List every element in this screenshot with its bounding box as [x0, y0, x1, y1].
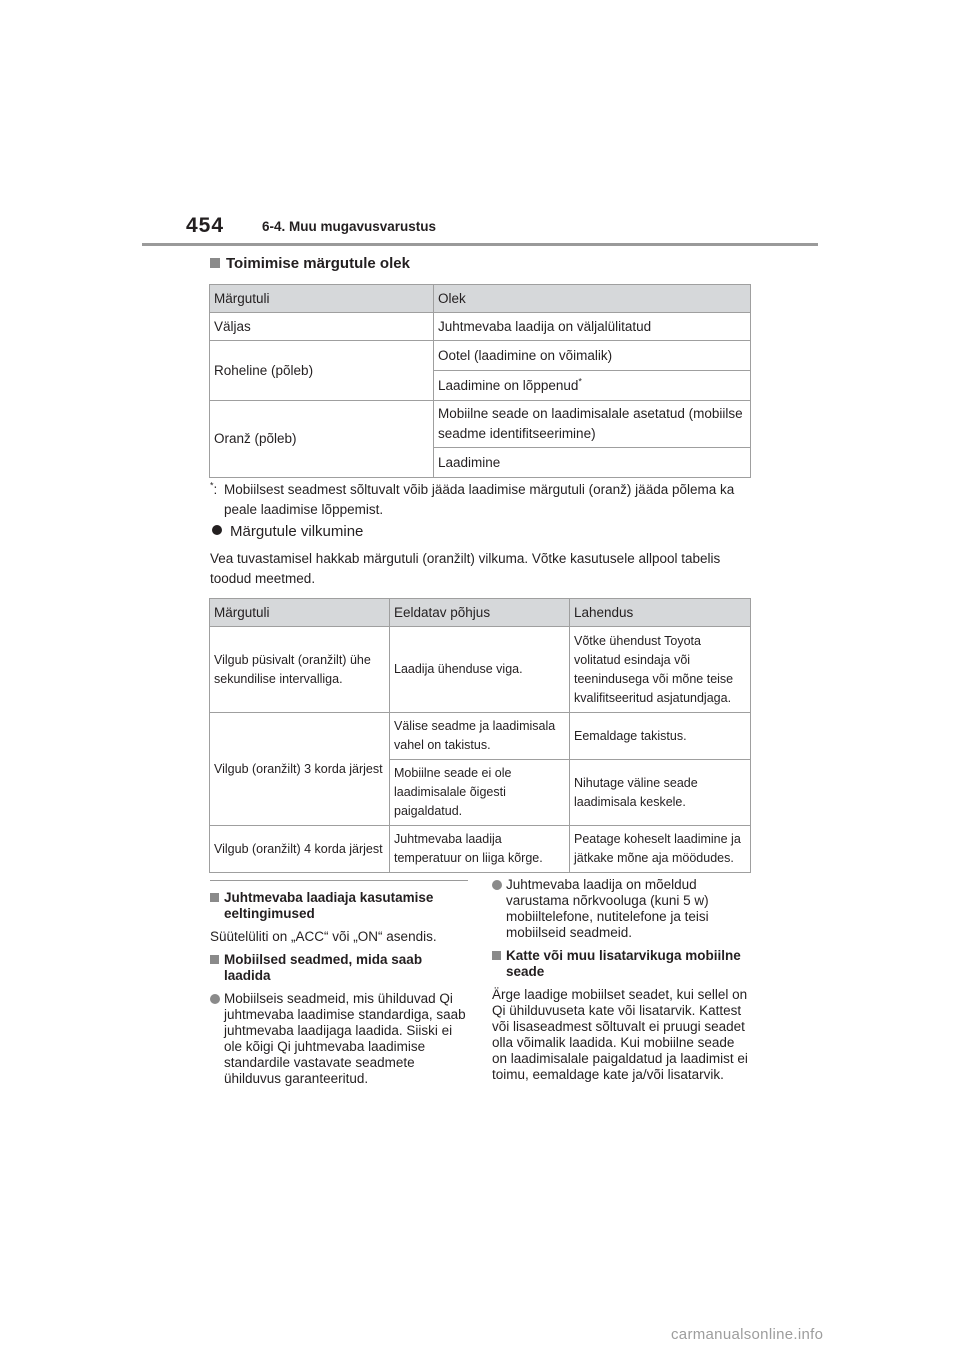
- power-bullet-text: Juhtmevaba laadija on mõeldud varustama nõrkvooluga (kuni 5 w) mobiiltelefone, nutitelefone ja teisi mobiilseid seadmeid.: [506, 877, 709, 940]
- column-header: Märgutuli: [210, 599, 390, 627]
- column-header: Olek: [434, 285, 751, 313]
- cover-heading: [492, 948, 750, 980]
- column-header: Lahendus: [570, 599, 751, 627]
- footnote-text: Mobiilsest seadmest sõltuvalt võib jääda laadimise märgutuli (oranž) jääda põlema ka peale laadimise lõppemist.: [224, 482, 735, 517]
- indicator-status-table: [209, 284, 751, 478]
- square-bullet-icon: [210, 955, 219, 964]
- status-heading-text: Toimimise märgutule olek: [226, 255, 410, 272]
- blink-intro-paragraph: Vea tuvastamisel hakkab märgutuli (oranžilt) vilkuma. Võtke kasutusele allpool tabelis toodud meetmed.: [210, 551, 721, 586]
- header-rule: [142, 243, 818, 246]
- bullet-dot-icon: [210, 994, 220, 1004]
- bullet-dot-icon: [212, 525, 222, 535]
- table-cell: Vilgub (oranžilt) 3 korda järjest: [210, 713, 390, 826]
- table-cell: [434, 371, 751, 401]
- table-cell: Välise seadme ja laadimisala vahel on takistus.: [390, 713, 570, 760]
- devices-heading: [210, 952, 468, 984]
- power-bullet: [492, 877, 750, 941]
- column-divider: [210, 880, 468, 881]
- footnote-colon: :: [213, 482, 218, 497]
- watermark: carmanualsonline.info: [671, 1326, 824, 1343]
- table-row: [210, 401, 751, 448]
- table-cell: Peatage koheselt laadimine ja jätkake mõne aja möödudes.: [570, 826, 751, 873]
- table-cell: Roheline (põleb): [210, 341, 434, 401]
- conditions-text: Süütelüliti on „ACC“ või „ON“ asendis.: [210, 929, 437, 944]
- table-cell: Väljas: [210, 313, 434, 341]
- footnote: [210, 480, 740, 520]
- devices-heading-text: Mobiilsed seadmed, mida saab laadida: [224, 952, 423, 983]
- table-cell: Oranž (põleb): [210, 401, 434, 478]
- table-row: [210, 713, 751, 760]
- table-cell: Juhtmevaba laadija temperatuur on liiga kõrge.: [390, 826, 570, 873]
- square-bullet-icon: [210, 258, 220, 268]
- column-header: Märgutuli: [210, 285, 434, 313]
- page-number: 454: [186, 214, 225, 237]
- table-cell: Mobiilne seade ei ole laadimisalale õigesti paigaldatud.: [390, 760, 570, 826]
- table-header-row: [210, 599, 751, 627]
- table-cell: Nihutage väline seade laadimisala keskele.: [570, 760, 751, 826]
- conditions-heading-text: Juhtmevaba laadiaja kasutamise eeltingimused: [224, 890, 434, 921]
- left-column: [210, 880, 468, 1094]
- footnote-mark: [210, 480, 217, 500]
- square-bullet-icon: [492, 951, 501, 960]
- table-cell: Laadija ühenduse viga.: [390, 627, 570, 713]
- table-row: [210, 826, 751, 873]
- bullet-dot-icon: [492, 880, 502, 890]
- table-row: [210, 627, 751, 713]
- table-cell: Juhtmevaba laadija on väljalülitatud: [434, 313, 751, 341]
- blink-section-heading: [212, 523, 363, 540]
- running-title: 6-4. Muu mugavusvarustus: [262, 219, 437, 234]
- table-header-row: [210, 285, 751, 313]
- table-row: [210, 341, 751, 371]
- blink-heading-text: Märgutule vilkumine: [230, 523, 364, 540]
- square-bullet-icon: [210, 893, 219, 902]
- table-row: [210, 313, 751, 341]
- cover-heading-text: Katte või muu lisatarvikuga mobiilne seade: [506, 948, 741, 979]
- table-cell: Laadimine: [434, 448, 751, 478]
- cell-text: Laadimine on lõppenud: [438, 377, 579, 393]
- conditions-heading: [210, 890, 468, 922]
- table-cell: Eemaldage takistus.: [570, 713, 751, 760]
- footnote-asterisk: *: [210, 480, 214, 491]
- table-cell: Vilgub püsivalt (oranžilt) ühe sekundilise intervalliga.: [210, 627, 390, 713]
- cover-text: Ärge laadige mobiilset seadet, kui sellel on Qi ühilduvuseta kate või lisatarvik. Kattest või lisaseadmest sõltuvalt ei pruugi seadet olla võimalik laadida. Kui mobiilne seade on laadimisalale paigaldatud ja laadimist ei toimu, eemaldage kate ja/või lisatarvik.: [492, 987, 748, 1082]
- column-header: Eeldatav põhjus: [390, 599, 570, 627]
- right-column: [492, 877, 750, 1090]
- devices-bullet: [210, 991, 468, 1087]
- footnote-marker: *: [578, 376, 582, 386]
- devices-bullet-text: Mobiilseis seadmeid, mis ühilduvad Qi juhtmevaba laadimise standardiga, saab juhtmevaba laadijaga laadida. Siiski ei ole kõigi Qi juhtmevaba laadimise standardile vastavate seadmete ühilduvus garanteeritud.: [224, 991, 466, 1086]
- blink-troubleshooting-table: [209, 598, 751, 873]
- table-cell: Ootel (laadimine on võimalik): [434, 341, 751, 371]
- table-cell: Vilgub (oranžilt) 4 korda järjest: [210, 826, 390, 873]
- status-section-heading: [210, 255, 410, 272]
- table-cell: Mobiilne seade on laadimisalale asetatud (mobiilse seadme identifitseerimine): [434, 401, 751, 448]
- table-cell: Võtke ühendust Toyota volitatud esindaja või teenindusega või mõne teise kvalifitseeritud asjatundjaga.: [570, 627, 751, 713]
